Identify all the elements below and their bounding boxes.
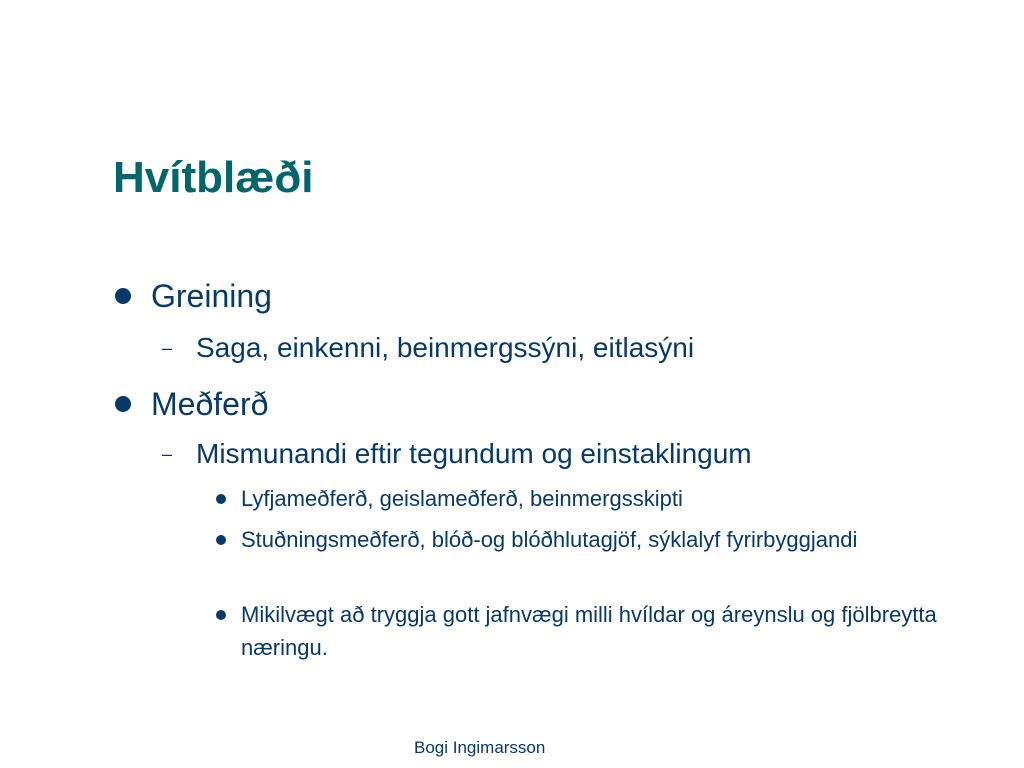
bullet-text: Stuðningsmeðferð, blóð-og blóðhlutagjöf, sýklalyf fyrirbyggjandi: [241, 527, 858, 552]
bullet-dot-icon: [216, 494, 226, 504]
bullet-item-level-3: [241, 482, 683, 515]
bullet-dot-icon: [115, 396, 131, 412]
slide-title: Hvítblæði: [113, 153, 314, 202]
dash-icon: –: [162, 338, 173, 358]
bullet-text: Lyfjameðferð, geislameðferð, beinmergsskipti: [241, 486, 683, 511]
bullet-dot-icon: [115, 288, 131, 304]
bullet-item-level-2: [162, 331, 695, 365]
bullet-text: Mismunandi eftir tegundum og einstaklingum: [196, 438, 752, 469]
bullet-dot-icon: [216, 535, 226, 545]
bullet-item-level-2: [162, 437, 752, 471]
bullet-item-level-1: [151, 384, 268, 424]
bullet-text: Mikilvægt að tryggja gott jafnvægi milli hvíldar og áreynslu og fjölbreytta næringu.: [241, 602, 937, 660]
dash-icon: –: [162, 444, 173, 464]
slide-footer-author: Bogi Ingimarsson: [414, 738, 546, 757]
bullet-dot-icon: [216, 610, 226, 620]
bullet-item-level-3: [241, 523, 881, 556]
bullet-item-level-1: [151, 276, 272, 316]
bullet-text: Meðferð: [151, 386, 269, 422]
bullet-text: Greining: [151, 278, 272, 314]
bullet-text: Saga, einkenni, beinmergssýni, eitlasýni: [196, 332, 695, 363]
bullet-item-level-3: [241, 598, 986, 664]
